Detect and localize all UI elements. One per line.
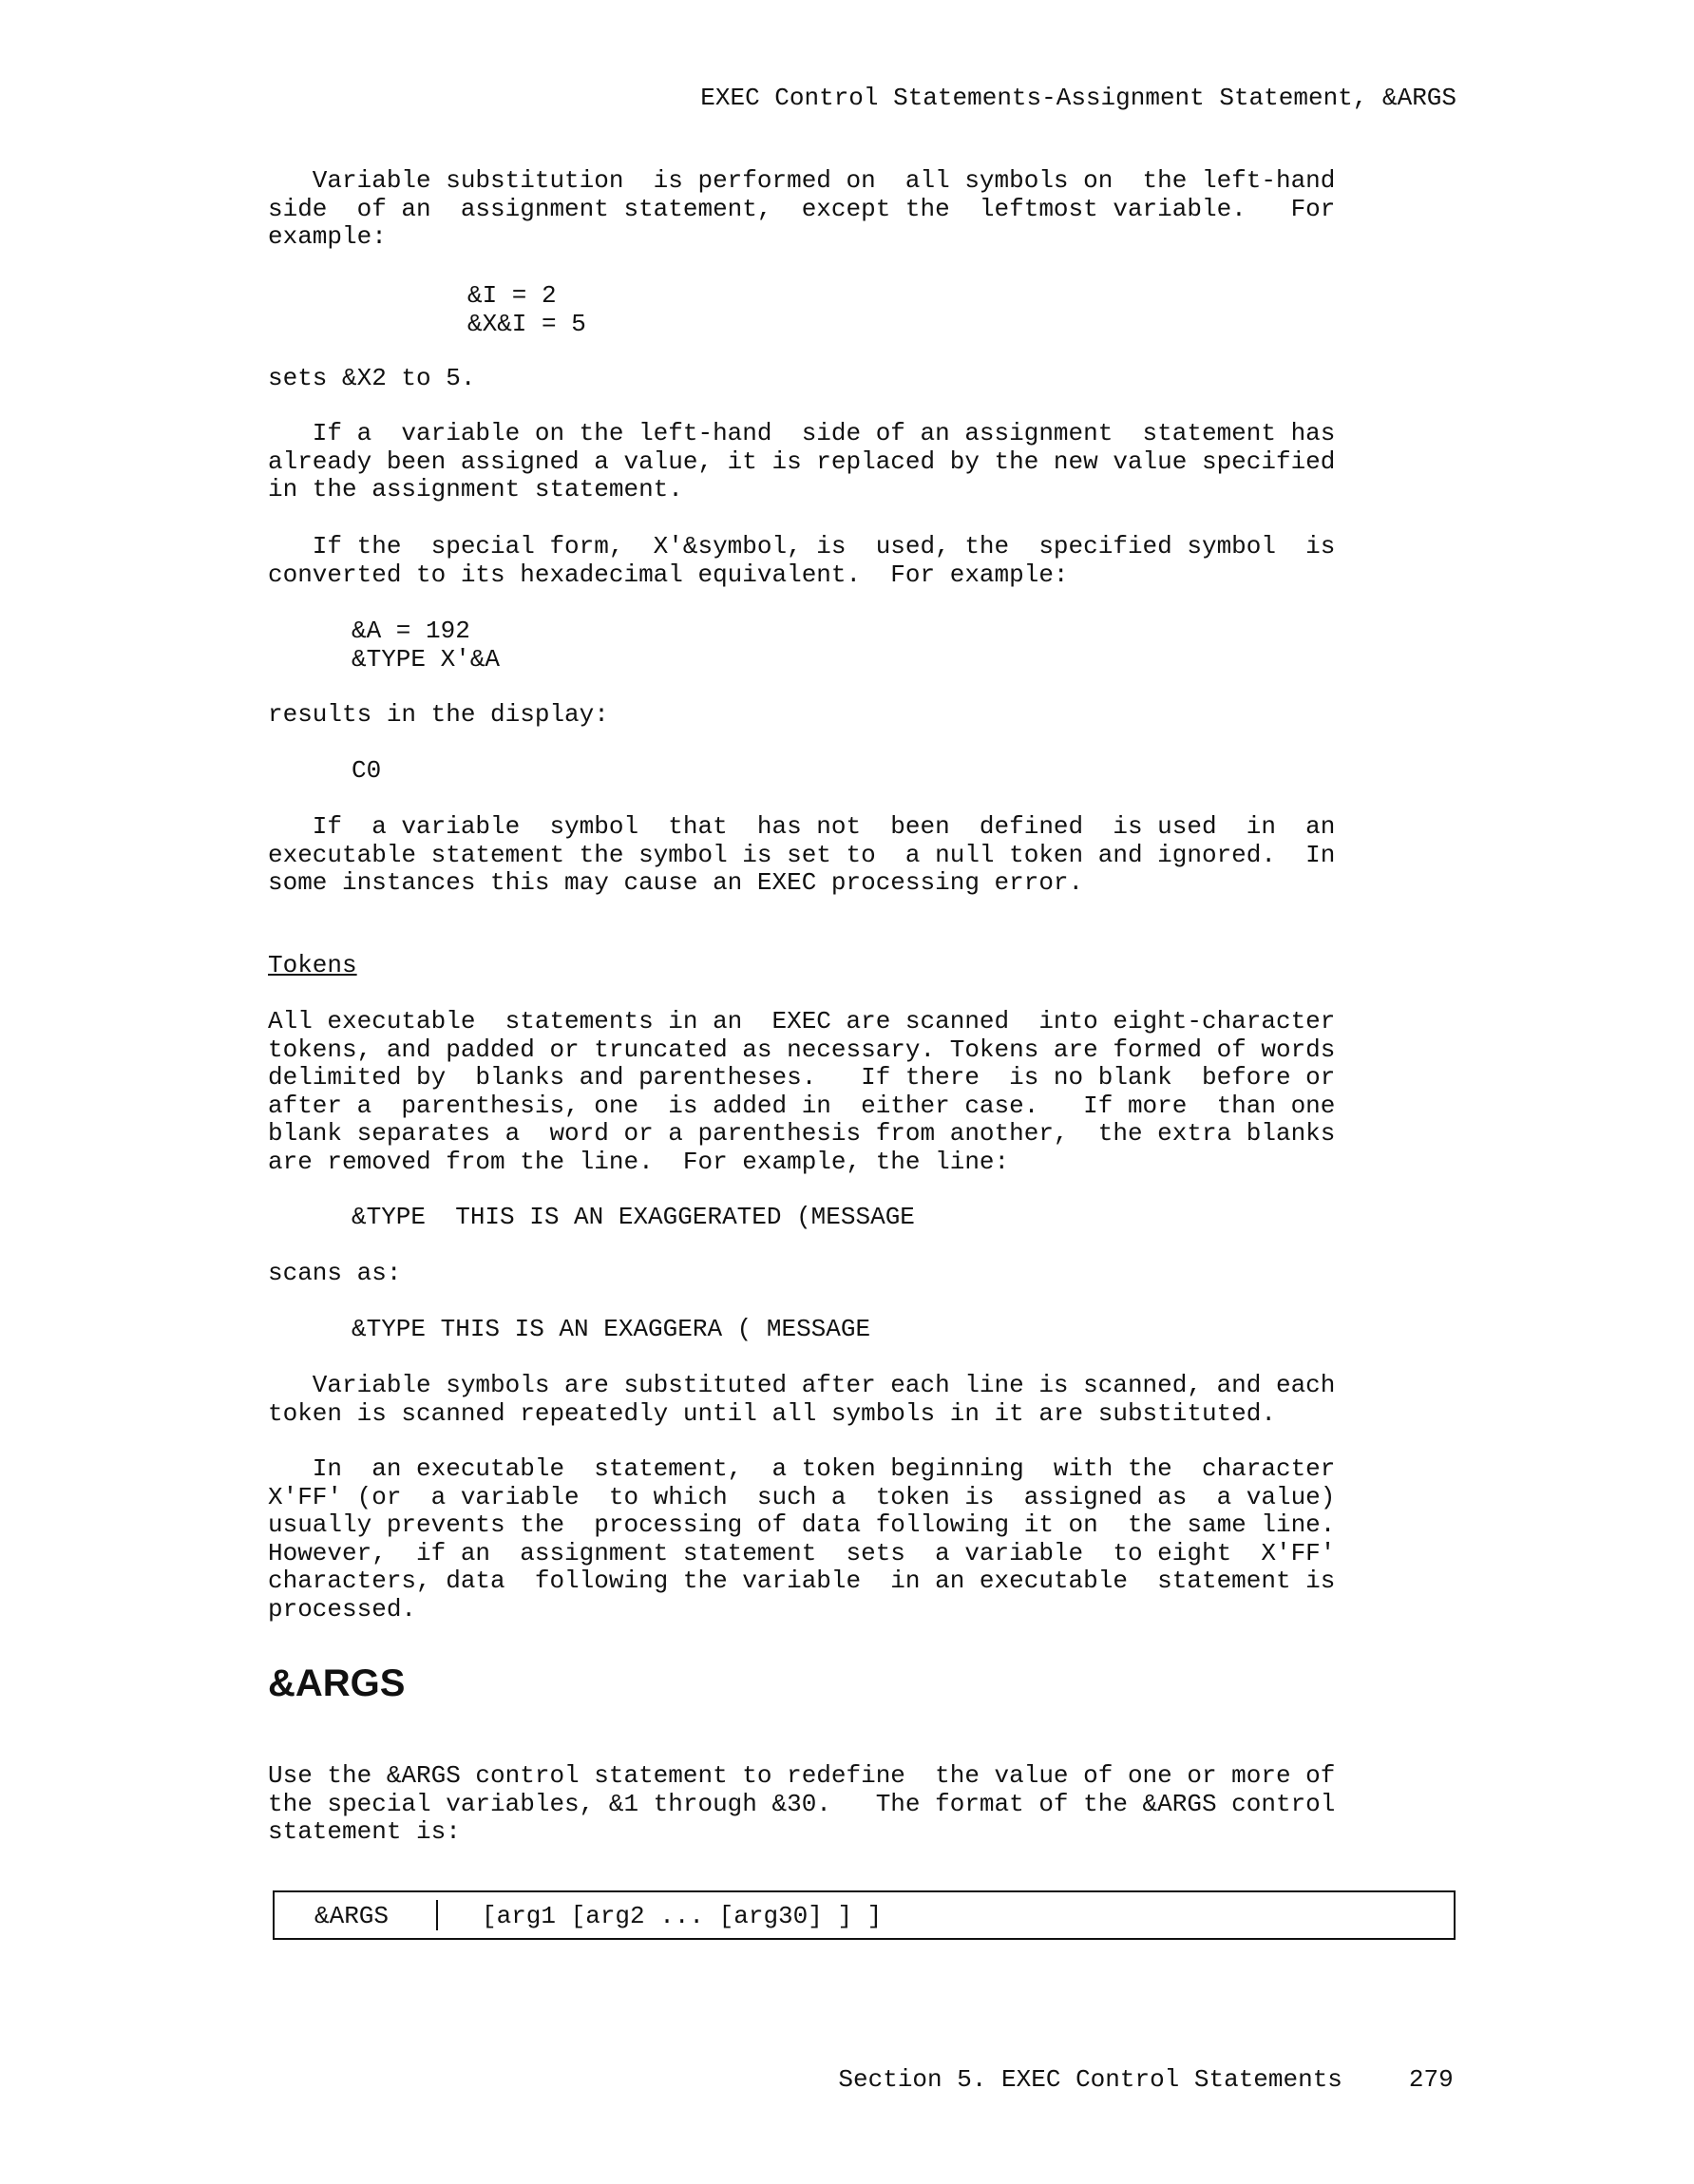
section-heading-args: &ARGS <box>268 1662 406 1704</box>
code-example-type: &TYPE THIS IS AN EXAGGERATED (MESSAGE <box>352 1203 915 1231</box>
paragraph-xff-token: In an executable statement, a token beginning with the character X'FF' (or a variable to which such a token is assigned as a value) usually prevents the processing of data following it on the same line. However, if an assignment statement sets a variable to eight X'FF' characters, data following the variable in an executable statement is processed. <box>268 1454 1336 1624</box>
running-header: EXEC Control Statements-Assignment Statement, &ARGS <box>700 84 1456 112</box>
paragraph-variable-substitution: Variable substitution is performed on all symbols on the left-hand side of an assignment statement, except the leftmost variable. For example: <box>268 166 1336 251</box>
footer-section-label: Section 5. EXEC Control Statements <box>838 2065 1342 2094</box>
code-example-scanned: &TYPE THIS IS AN EXAGGERA ( MESSAGE <box>352 1315 871 1343</box>
code-example-hex: &A = 192 &TYPE X'&A <box>352 617 501 674</box>
example-result-text: sets &X2 to 5. <box>268 364 476 392</box>
paragraph-undefined-symbol: If a variable symbol that has not been defined is used in an executable statement the symbol is set to a null token and ignored. In some instances this may cause an EXEC processing error. <box>268 812 1336 897</box>
display-result-text: results in the display: <box>268 700 609 729</box>
subheading-tokens: Tokens <box>268 951 357 979</box>
paragraph-args-intro: Use the &ARGS control statement to redefine the value of one or more of the special variables, &1 through &30. The format of the &ARGS control statement is: <box>268 1761 1336 1846</box>
paragraph-substitution-order: Variable symbols are substituted after each line is scanned, and each token is scanned repeatedly until all symbols in it are substituted. <box>268 1371 1336 1428</box>
page-footer <box>779 2037 1454 2122</box>
paragraph-special-form: If the special form, X'&symbol, is used, the specified symbol is converted to its hexadecimal equivalent. For example: <box>268 532 1336 589</box>
scans-as-text: scans as: <box>268 1259 402 1287</box>
syntax-format-box <box>273 1890 1456 1940</box>
paragraph-replaced-value: If a variable on the left-hand side of an assignment statement has already been assigned a value, it is replaced by the new value specified in the assignment statement. <box>268 419 1336 503</box>
paragraph-tokens: All executable statements in an EXEC are scanned into eight-character tokens, and padded or truncated as necessary. Tokens are formed of words delimited by blanks and parentheses. If there is no blank before or after a parenthesis, one is added in either case. If more than one blank separates a word or a parenthesis from another, the extra blanks are removed from the line. For example, the line: <box>268 1007 1336 1176</box>
syntax-command: &ARGS <box>314 1902 390 1930</box>
page-number: 279 <box>1408 2065 1454 2094</box>
syntax-divider <box>436 1900 438 1930</box>
code-example-assignment: &I = 2 &X&I = 5 <box>467 281 586 338</box>
syntax-arguments: [arg1 [arg2 ... [arg30] ] ] <box>482 1902 883 1930</box>
display-output: C0 <box>352 756 382 785</box>
